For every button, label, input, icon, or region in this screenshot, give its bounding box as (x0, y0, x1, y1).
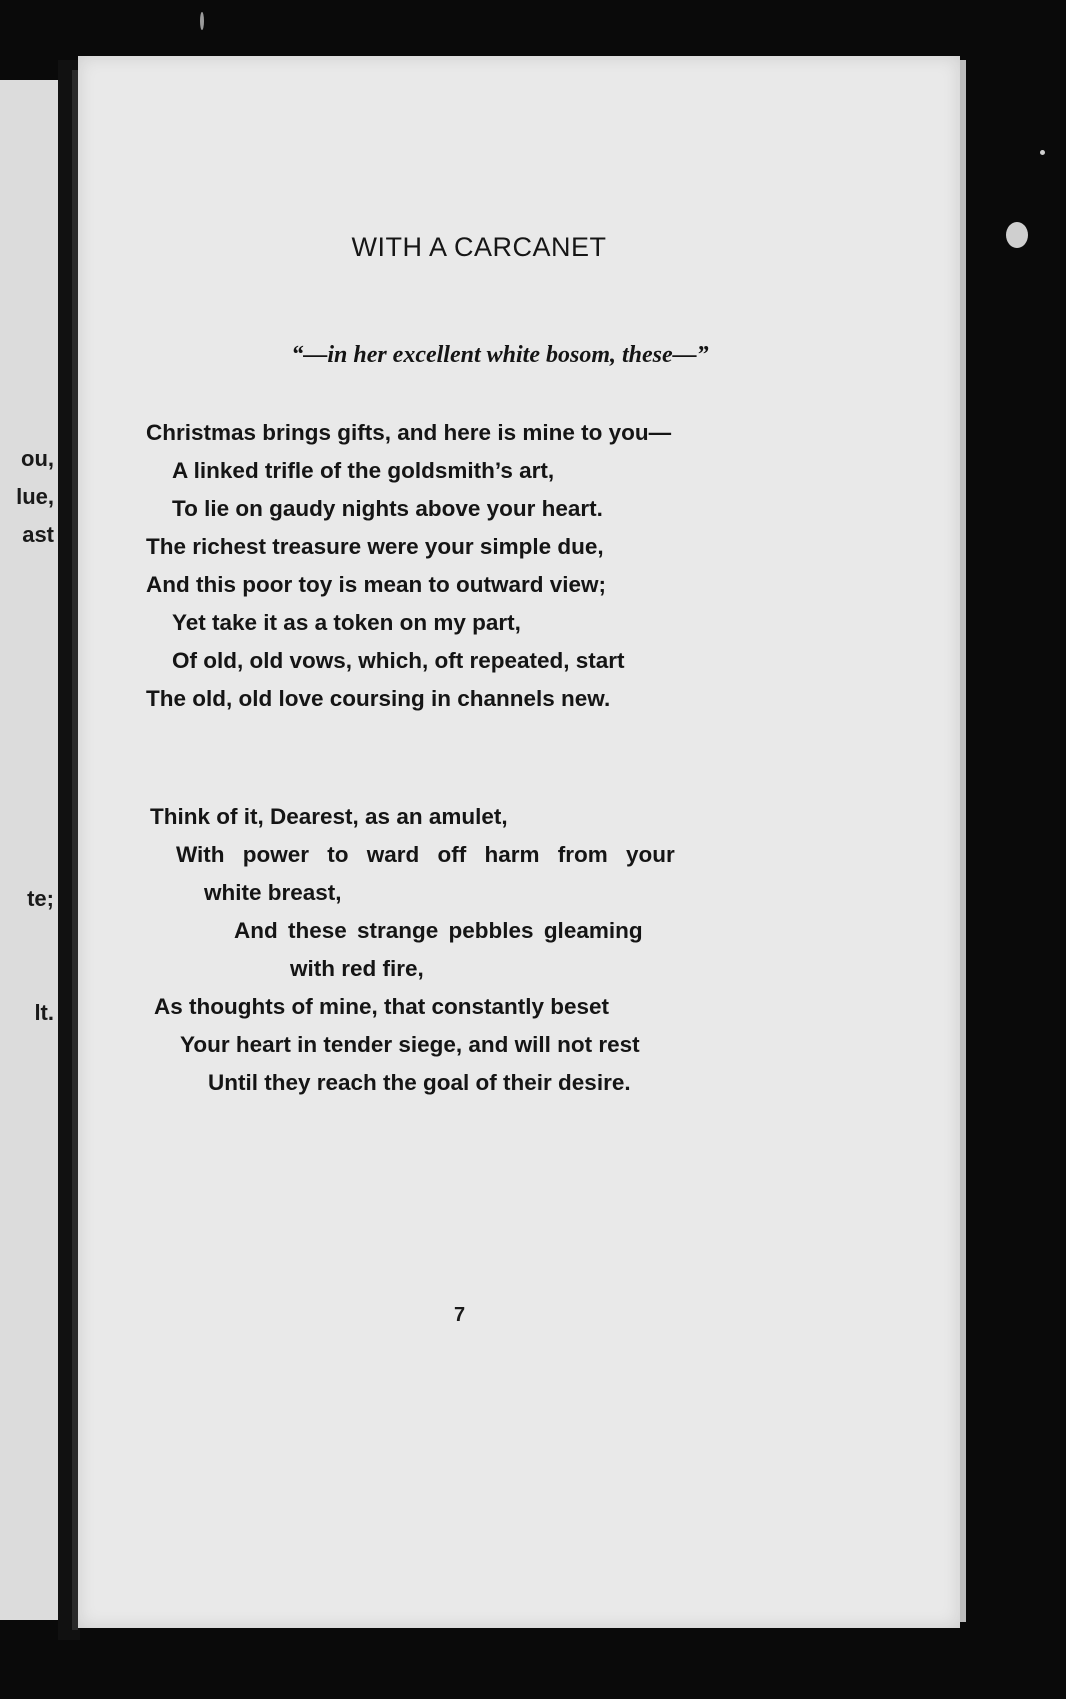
poem-line: As thoughts of mine, that constantly beset (154, 994, 610, 1019)
poem-line: And this poor toy is mean to outward view; (146, 572, 607, 597)
poem-line: Of old, old vows, which, oft repeated, start (172, 648, 625, 673)
poem-line: A linked trifle of the goldsmith’s art, (172, 458, 555, 483)
poem-line: Christmas brings gifts, and here is mine to you— (146, 420, 672, 445)
page-number: 7 (454, 1304, 466, 1326)
left-page-fragment: lt. (34, 1000, 54, 1025)
poem-line: with red fire, (290, 956, 424, 981)
dust-speck (200, 12, 204, 30)
poem-line: Until they reach the goal of their desire. (208, 1070, 631, 1095)
poem-title: WITH A CARCANET (351, 232, 607, 262)
left-page-fragment: ast (22, 522, 54, 547)
left-page-fragment: te; (27, 886, 54, 911)
dust-speck (1040, 150, 1045, 155)
poem-line: The old, old love coursing in channels new. (146, 686, 611, 711)
poem-epigraph: “—in her excellent white bosom, these—” (291, 342, 709, 368)
left-page-sliver (0, 80, 58, 1620)
page-outer-edge (960, 60, 966, 1622)
poem-line: To lie on gaudy nights above your heart. (172, 496, 603, 521)
poem-line: And these strange pebbles gleaming (234, 918, 643, 943)
poem-line: white breast, (204, 880, 342, 905)
poem-line: Yet take it as a token on my part, (172, 610, 521, 635)
dust-speck (1006, 222, 1028, 248)
poem-line: With power to ward off harm from your (176, 842, 675, 867)
left-page-fragment: ou, (21, 446, 54, 471)
right-page (78, 56, 960, 1628)
poem-line: Think of it, Dearest, as an amulet, (150, 804, 508, 829)
poem-line: Your heart in tender siege, and will not rest (180, 1032, 640, 1057)
left-page-fragment: lue, (16, 484, 54, 509)
poem-line: The richest treasure were your simple due, (146, 534, 604, 559)
